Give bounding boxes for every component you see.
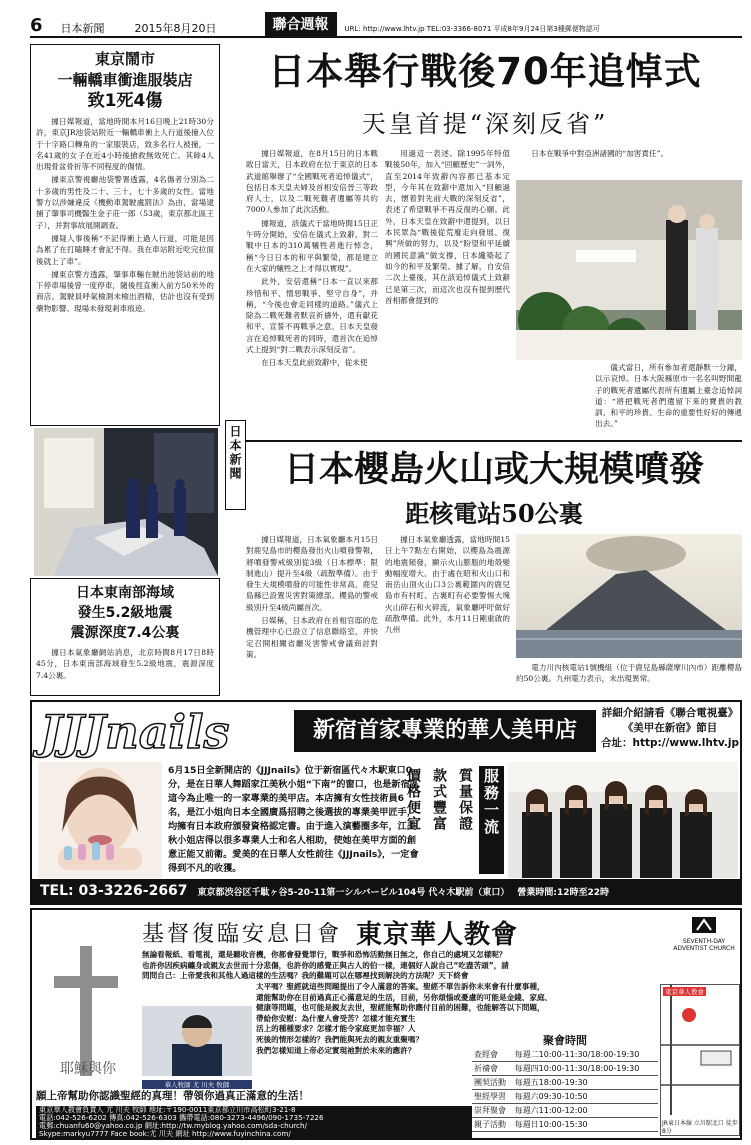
paragraph: 據報道，該儀式于當地時間15日正午時分開始，安倍在儀式上致辭，對二戰中日本的310萬犧牲者進行悼念，稱“今日日本的和平與繁榮，都是建立在大家的犧牲之上才得以實現”。 xyxy=(246,218,378,273)
war-headline-box xyxy=(228,44,742,100)
slogan-quality: 質量保證 xyxy=(457,768,473,832)
car-crash-headline xyxy=(36,49,214,112)
paragraph: 據日媒報道，在8月15日的日本戰敗日當天，日本政府在位于東京的日本武道館舉辦了“全國戰死者追悼儀式”，包括日本天皇夫婦及首相安倍晉三等政府人士，以及二戰死難者遺屬等共約7000人參加了此次活動。 xyxy=(246,149,378,215)
nails-headline: 新宿首家專業的華人美甲店 xyxy=(294,710,596,752)
nails-advertisement xyxy=(30,700,742,905)
text-line: 死後的情形怎樣的？我們能與死去的親友重聚嗎？ xyxy=(256,1034,424,1044)
paragraph: 據日本氣象廳網站消息，北京時間8月17日8時45分，日本東南部海域發生5.2級地震，震源深度7.4公裏。 xyxy=(36,648,214,680)
war-column-3-top xyxy=(516,148,742,178)
paragraph: 據日媒報道，日本氣象廳本月15日對鹿兒島市的櫻島發出火山噴發警報，將噴發警戒級別從3級（日本標準；限制進山）提升至4級（疏散準備）。由于發生大規模噴發的可能性非常高，鹿兒島縣已設置災害對策總部。櫻島的警戒級別升至4級尚屬首次。 xyxy=(246,535,378,612)
church-banner: 願上帝幫助你認識聖經的真理！帶領你過真正滿意的生活！ xyxy=(36,1090,309,1102)
text-line: 太平嗎？聖經就這些問題提出了令人滿意的答案。聖經不單告訴你未來會有什麼事種， xyxy=(256,982,545,991)
footer-line: 電話:042-526-6202 傳真:042-526-6303 攜帶電話:080-3273-4496/090-1735-7226 xyxy=(39,1113,324,1122)
church-intro-top xyxy=(142,950,742,982)
staff-group-image xyxy=(508,762,738,878)
footer-line[interactable]: 電郵:chuanfu60@yahoo.co.jp 網址:http://tw.myblog.yahoo.com/sda-church/ xyxy=(39,1121,307,1130)
text-line: 問問自己：上帝愛我和其他人過這樣的生活嗎？我的難題可以在哪裡找到解決的方法呢？天下終會 xyxy=(142,971,469,981)
emblem-text: SEVENTH-DAY ADVENTIST CHURCH xyxy=(673,938,735,952)
table-row xyxy=(472,1104,658,1118)
nails-model-photo xyxy=(38,762,162,878)
map-label: 東京華人教會 xyxy=(665,988,704,996)
volcano-column-3 xyxy=(516,662,742,696)
page-header xyxy=(30,8,742,38)
nails-slogan xyxy=(405,766,504,874)
section-label-vertical: 日本新聞 xyxy=(225,420,246,510)
schedule-time: 每週二10:00-11:30/18:00-19:30 xyxy=(513,1048,658,1062)
schedule-title: 聚會時間 xyxy=(543,1034,587,1047)
text-line: 健康等問題，也可能是親友去世，聖經能幫助你應付目前的困難，也能解答以下問題， xyxy=(256,1003,545,1013)
memorial-ceremony-image xyxy=(516,180,742,360)
slogan-styles: 款式豐富 xyxy=(431,768,447,832)
headline-line: 震源深度7.4公裏 xyxy=(70,625,180,641)
schedule-name: 團契活動 xyxy=(472,1076,513,1090)
meeting-schedule xyxy=(472,1032,658,1129)
info-line: 《美甲在新宿》節目 xyxy=(622,722,718,734)
schedule-name: 查經會 xyxy=(472,1048,513,1062)
paragraph: 儀式當日，所有參加者還靜默一分鐘，以示哀悼。日本大阪縣原市一名名叫野間龍子的戰死者遺屬代表所有遺屬上臺念追悼詞道：“將把戰死者們遺留下來的寶貴的教訓、和平的珍貴、生命的重要性好好的傳遞出去。” xyxy=(595,363,742,429)
crash-scene-image xyxy=(34,428,218,576)
volcano-headline-box xyxy=(246,442,742,498)
flame-icon xyxy=(689,914,719,936)
earthquake-headline xyxy=(36,583,214,643)
paragraph: 據日媒報道，當地時間本月16日晚上21時30分許，東京JR池袋站附近一輛轎車衝上人行道後撞入位于十字路口轉角的一家服裝店，致多名行人被撞，一名41歲的女子在近4小時後搶救無效死亡。其餘4人出現骨盆骨折等不同程度的傷情。 xyxy=(36,117,214,172)
footer-line[interactable]: Skype:markyu7777 Face book:尤 川夫 網址 http://www.fuyinchina.com/ xyxy=(39,1129,291,1138)
paragraph: 此外，安倍還稱“日本一直以來都珍惜和平、憎惡戰爭、堅守自身”，并稱，“今後也會走同樣的道路。”儀式上除為二戰死難者默哀祈禱外，還有獻花和平、宣誓不再戰爭之意。日本天皇發言在追悼戰死者的同時，還首次在追悼式上提到“對二戰表示深刻反省”。 xyxy=(246,277,378,355)
text-line: 帶給你安慰：為什麼人會受苦？怎樣才能充實生 xyxy=(256,1013,416,1023)
text-line: 無論看報紙、看電視，還是聽收音機，你都會發覺罪行，戰爭和恐怖活動無日無之，你自己的處境又怎樣呢？ xyxy=(142,950,507,959)
church-denomination: 基督復臨安息日會 xyxy=(142,921,343,947)
schedule-table xyxy=(472,1048,658,1132)
schedule-time: 每週五18:00-19:30 xyxy=(513,1076,658,1090)
headline-line: 日本東南部海域 xyxy=(76,585,174,601)
schedule-time: 每週六09:30-10:50 xyxy=(513,1090,658,1104)
text-line: 也許你因疾病纏身或親友去世而十分悲傷，也許你的感覺正與古人的伯一樣，連個好人說自己“吃盡苦頭”，請 xyxy=(142,960,509,970)
paper-name: 日本新聞 xyxy=(60,22,105,35)
table-row xyxy=(472,1048,658,1062)
pastor-caption: 華人牧師 尤 川夫 牧師 xyxy=(142,1080,252,1089)
paragraph: 用過這一表述。除1995年特值戰後50年，加入“回顧歷史”一詞外，直至2014年致辭內容都已基本定型，今年其在致辭中還加入“回顧過去，懷着對先前大戰的深刻反省”，表述了希望戰爭不再反復的心願。此外，日本天皇在致辭中還提到，以日本民眾為“戰後從荒廢走向發展、復興”所做的努力，以及“盼望和平延續的國民意識”做支撐，日本纔築起了如今的和平及繁榮。據了解，自安倍二次上臺後，其在該追悼儀式上致辭已是第三次，而這次也沒有提到歷代首相都會提到的 xyxy=(385,149,510,305)
nails-staff-photo xyxy=(508,762,738,878)
nails-address: 東京都渋谷区千駄ヶ谷5-20-11第一シルバービル104号 代々木駅前（東口） xyxy=(197,887,510,898)
volcano-headline: 日本櫻島火山或大規模噴發 xyxy=(283,450,704,490)
paragraph: 據東京警視廳池袋警署透露，4名傷者分別為二十多歲的男性及二十、三十、七十多歲的女性。當地警方以涉嫌違反《機動車駕駛處罰法》為由，當場逮捕了肇事司機醫生金子莊一郎（53歲，東京都北區王子），并對事故展開調查。 xyxy=(36,175,214,230)
pastor-image xyxy=(142,1006,252,1076)
crash-photo xyxy=(34,428,218,576)
footer-line: 東京華人教會負責人 尤 川夫 牧師 地址:〒190-0011東京都立川市高松町3-21-8 xyxy=(39,1106,296,1114)
church-name: 東京華人教會 xyxy=(356,919,519,950)
headline-line: 發生5.2級地震 xyxy=(77,605,173,621)
volcano-subheadline-box xyxy=(246,496,742,532)
volcano-subheadline: 距核電站50公裏 xyxy=(405,499,583,528)
volcano-column-2 xyxy=(385,534,510,694)
war-column-3-bottom xyxy=(595,362,742,432)
header-info: URL: http://www.lhtv.jp TEL:03-3366-8071 平成8年9月24日第3種郵便物認可 xyxy=(344,25,600,33)
website-link[interactable]: 合址：http://www.lhtv.jp xyxy=(600,737,739,749)
table-row xyxy=(472,1076,658,1090)
schedule-time: 每週日10:00-15:30 xyxy=(513,1118,658,1132)
adventist-emblem xyxy=(672,914,736,954)
table-row xyxy=(472,1118,658,1132)
headline-line: 東京鬧市 xyxy=(94,50,155,68)
sakurajima-image xyxy=(516,534,742,658)
nails-logo: JJJnails xyxy=(40,705,230,759)
paragraph: 日媒稱，日本政府在首相官邸的危機管理中心已設立了信息聯絡室，并快定召開相關省廳災害警戒會議商討對策。 xyxy=(246,616,378,659)
headline-line: 一輛轎車衝進服裝店 xyxy=(57,71,193,89)
earthquake-story xyxy=(30,578,220,696)
schedule-name: 聖經學習 xyxy=(472,1090,513,1104)
table-row xyxy=(472,1062,658,1076)
church-contact-footer xyxy=(36,1106,472,1138)
info-line: 詳細介紹請看《聯合電視臺》 xyxy=(601,707,739,719)
schedule-name: 崇拜聚會 xyxy=(472,1104,513,1118)
war-headline: 日本舉行戰後70年追悼式 xyxy=(268,50,702,93)
war-subheadline-box xyxy=(228,104,742,144)
nails-contact-bar xyxy=(32,879,740,903)
text-line: 還能幫助你在目前過真正心滿意足的生活，目前，另你煩惱或憂慮的可能是金錢、家庭、 xyxy=(256,992,553,1002)
schedule-name: 親子活動 xyxy=(472,1118,513,1132)
text-line: 我們怎樣知道上帝必定實現祂對於未來的應許？ xyxy=(256,1045,416,1055)
paragraph: 據日本氣象廳透露，當地時間15日上午7點左右開始，以櫻島為震源的地震頻發，顯示火山膨脹的地殼變動幅度增大。由于處在昭和火山口和南岳山頂火山口3公裏範圍內的鹿兒島市有村町、古裏町有必要警惕大塊火山碎石和火碎流，氣象廳呼吁做好疏散準備。此外，本月11日剛重啟的九州 xyxy=(385,535,510,635)
cross-caption: 耶穌與你 xyxy=(60,1061,116,1077)
earthquake-body xyxy=(36,647,214,681)
headline-line: 致1死4傷 xyxy=(87,91,163,111)
nails-body: 6月15日全新開店的《JJJnails》位于新宿區代々木駅東口0分，是在日華人舞蹈家江美秋小姐“下南”的窗口，也是新宿區這今為止唯一的一家專業的美甲店。本店擁有女性技術員6名，是江小姐向日本全國廣爲招聘之後選拔的專業美甲匠手，均擁有日本政府頒發資格認定書。由于進入演藝圈多年，江美秋小姐店得以很多專業人士和名人相助，使她在美甲方面的創意正能又前衛。愛美的在日華人女性前往《JJJnails》，一定會得到不凡的收獲。 xyxy=(168,765,419,874)
cross-image-box xyxy=(36,936,140,1086)
masthead-logo: 聯合週報 xyxy=(265,12,337,36)
car-crash-body xyxy=(36,116,214,314)
slogan-service: 服務一流 xyxy=(479,766,504,874)
page-number: 6 xyxy=(30,15,43,36)
memorial-photo xyxy=(516,180,742,360)
war-subheadline: 天皇首提“深刻反省” xyxy=(361,110,609,138)
paragraph: 據疑人事後稱“不記得衝上過人行道，可能是因為累了在打瞌睡才會記不得。我在車站附近吃完拉面後就上了車”。 xyxy=(36,233,214,266)
schedule-time: 每週四10:00-11:30/18:00-19:30 xyxy=(513,1062,658,1076)
church-headline xyxy=(142,914,662,950)
map-note: JR東日本線 立川駅北口 徒歩8分 xyxy=(662,1120,738,1135)
war-column-1 xyxy=(246,148,378,438)
church-advertisement xyxy=(30,908,742,1140)
model-hand-image xyxy=(38,762,162,878)
pastor-photo xyxy=(142,1006,252,1090)
paragraph: 據東京警方透露，肇事車輛在駛出池袋站前的地下停車場後曾一度停車，隨後徑直衝入前方50米外的商店。駕駛員呼氣檢測未檢出酒精，估計也沒有受到藥物影響。現場未發現剎車痕迹。 xyxy=(36,269,214,313)
nails-side-info xyxy=(600,706,740,756)
map-image xyxy=(661,985,740,1115)
slogan-price: 價格便宜 xyxy=(405,768,421,832)
car-crash-story xyxy=(30,44,220,426)
schedule-name: 祈禱會 xyxy=(472,1062,513,1076)
war-column-2 xyxy=(385,148,510,438)
nails-phone[interactable]: TEL: 03-3226-2667 xyxy=(40,883,188,899)
volcano-column-1 xyxy=(246,534,378,694)
paragraph: 日本在戰爭中對亞洲諸國的“加害責任”。 xyxy=(531,149,669,158)
nails-hours: 營業時間:12時至22時 xyxy=(517,887,610,898)
church-map xyxy=(660,984,740,1136)
schedule-time: 每週六11:00-12:00 xyxy=(513,1104,658,1118)
paragraph: 電力川內核電站1號機組（位于鹿兒島縣薩摩川內市）距離櫻島約50公裏。九州電力表示，未出現異常。 xyxy=(516,663,742,684)
text-line: 活上的種種要求？怎樣才能令家庭更加幸福？人 xyxy=(256,1024,416,1034)
paragraph: 在日本天皇此前致辭中，從未使 xyxy=(261,358,368,368)
issue-date: 2015年8月20日 xyxy=(134,22,217,35)
volcano-photo xyxy=(516,534,742,658)
table-row xyxy=(472,1090,658,1104)
